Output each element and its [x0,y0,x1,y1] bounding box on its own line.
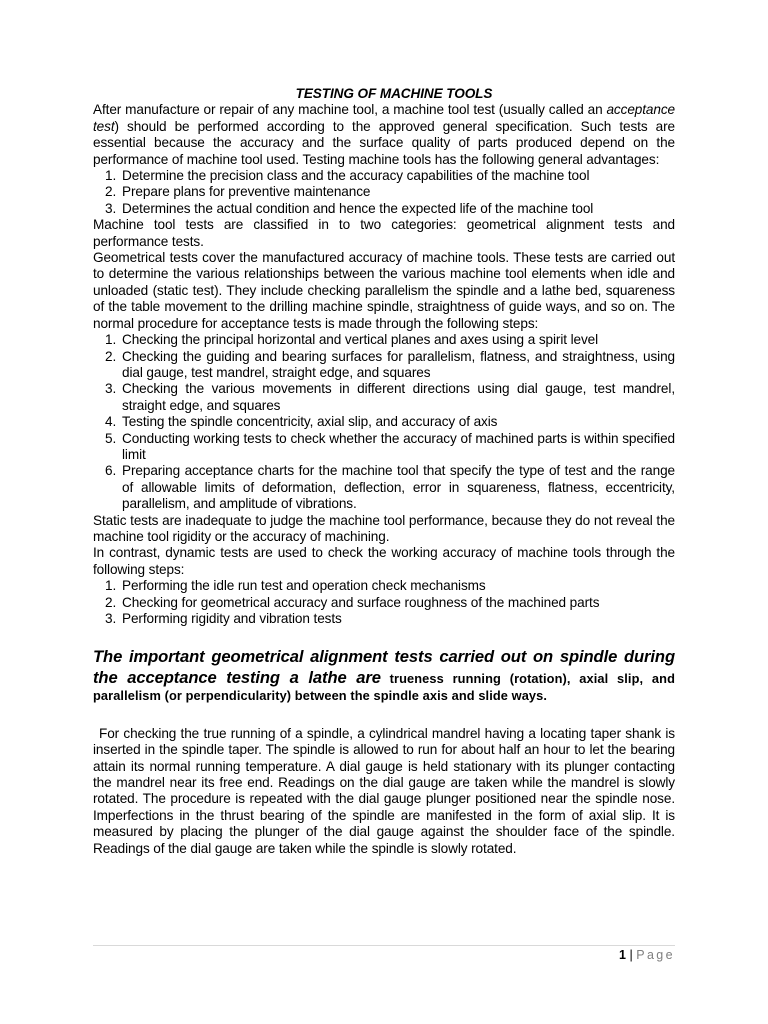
section-heading [93,646,675,704]
footer-separator: | [626,948,637,962]
intro-paragraph [93,102,675,168]
intro-text-a: After manufacture or repair of any machine tool, a machine tool test (usually called an [93,102,607,118]
intro-text-c: ) should be performed according to the approved general specification. Such tests are essential because the accuracy and the surface quality of parts produced depend on the performance of machine tool used. Testing machine tools has the following general advantages: [93,118,675,167]
intro-term: acceptance test [93,102,675,134]
item-text: Checking the principal horizontal and vertical planes and axes using a spirit level [122,332,599,348]
list-item [93,201,675,217]
item-text: Determine the precision class and the accuracy capabilities of the machine tool [122,168,590,184]
item-number: 1. [105,578,117,594]
item-number: 1. [105,168,117,184]
list-item [93,595,675,611]
page-word: Page [636,948,675,962]
item-number: 2. [105,348,117,364]
item-text: Preparing acceptance charts for the machine tool that specify the type of test and the range of allowable limits of deformation, deflection, error in squareness, flatness, eccentricity, parallelism, and amplitude of vibrations. [122,463,675,512]
item-number: 3. [105,611,117,626]
page-title: TESTING OF MACHINE TOOLS [295,86,493,101]
static-steps-list [93,332,675,512]
list-item [93,168,675,184]
spindle-test-paragraph: For checking the true running of a spindle, a cylindrical mandrel having a locating taper shank is inserted in the spindle taper. The spindle is allowed to run for about half an hour to let the bearing attain its normal running temperature. A dial gauge is held stationary with its plunger contacting the mandrel near its free end. Readings on the dial gauge are taken while the mandrel is slowly rotated. The procedure is repeated with the dial gauge plunger positioned near the spindle nose. Imperfections in the thrust bearing of the spindle are manifested in the form of axial slip. It is measured by placing the plunger of the dial gauge against the shoulder face of the spindle. Readings of the dial gauge are taken while the spindle is slowly rotated. [93,725,675,856]
item-number: 3. [105,381,117,397]
item-text: Prepare plans for preventive maintenance [122,184,371,200]
list-item [93,414,675,430]
item-number: 6. [105,463,117,479]
section-heading-lead: The important geometrical alignment tests carried out on spindle during the acceptance testing a lathe are [93,647,675,688]
item-number: 2. [105,594,117,610]
item-number: 4. [105,414,117,430]
dynamic-paragraph: In contrast, dynamic tests are used to check the working accuracy of machine tools through the following steps: [93,545,675,577]
item-number: 3. [105,200,117,216]
footer-divider [93,945,675,946]
list-item [93,332,675,348]
dynamic-steps-list [93,578,675,627]
list-item [93,578,675,594]
page-number: 1 [619,948,626,962]
item-number: 2. [105,184,117,200]
list-item [93,463,675,512]
item-text: Conducting working tests to check whether the accuracy of machined parts is within specified limit [122,430,675,462]
page-footer [619,948,675,962]
list-item [93,431,675,464]
list-item [93,184,675,200]
item-text: Determines the actual condition and hence the expected life of the machine tool [122,200,594,216]
section-heading-tail: trueness running (rotation), axial slip, and parallelism (or perpendicularity) between the spindle axis and slide ways. [93,671,675,704]
item-text: Checking for geometrical accuracy and surface roughness of the machined parts [122,594,600,610]
list-item [93,381,675,414]
item-number: 5. [105,430,117,446]
categories-paragraph: Machine tool tests are classified in to two categories: geometrical alignment tests and performance tests. [93,217,675,249]
static-inadequate-paragraph: Static tests are inadequate to judge the machine tool performance, because they do not reveal the machine tool rigidity or the accuracy of machining. [93,512,675,544]
geometrical-paragraph: Geometrical tests cover the manufactured accuracy of machine tools. These tests are carried out to determine the various relationships between the various machine tool elements when idle and unloaded (static test). They include checking parallelism the spindle and a lathe bed, squareness of the table movement to the drilling machine spindle, straightness of guide ways, and so on. The normal procedure for acceptance tests is made through the following steps: [93,250,675,331]
item-text: Performing the idle run test and operation check mechanisms [122,578,486,594]
list-item [93,349,675,382]
item-text: Checking the various movements in different directions using dial gauge, test mandrel, straight edge, and squares [122,381,675,413]
list-item [93,611,675,627]
item-text: Performing rigidity and vibration tests [122,611,342,626]
item-number: 1. [105,332,117,348]
document-body [93,86,675,857]
item-text: Checking the guiding and bearing surfaces for parallelism, flatness, and straightness, using dial gauge, test mandrel, straight edge, and squares [122,348,675,380]
item-text: Testing the spindle concentricity, axial slip, and accuracy of axis [122,414,498,430]
advantages-list [93,168,675,217]
